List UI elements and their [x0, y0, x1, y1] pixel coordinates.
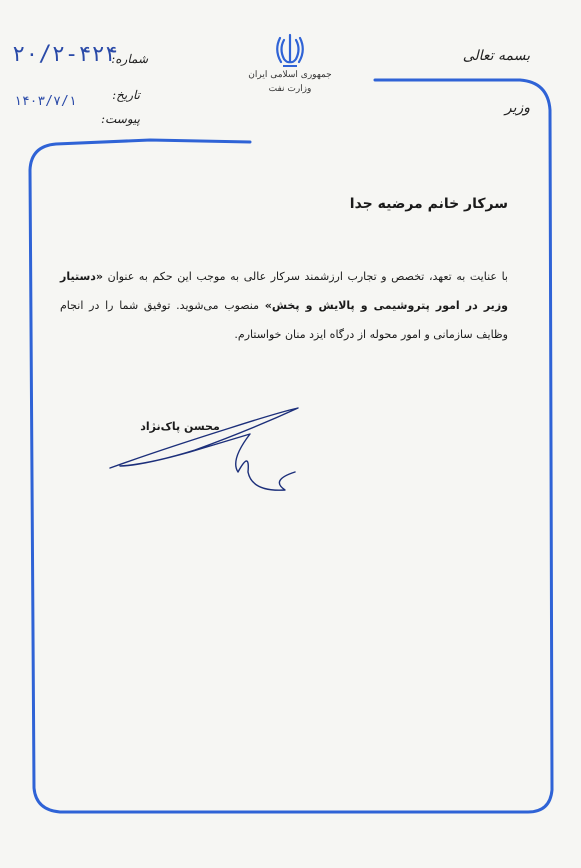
org-name-line2: وزارت نفت [268, 84, 312, 94]
office-title: وزیر [504, 100, 530, 116]
org-name-line1: جمهوری اسلامی ایران [248, 70, 332, 80]
letter-number-value: ۲۰/۲-۴۲۴ [12, 42, 118, 67]
attachment-label: پیوست: [100, 112, 140, 126]
iran-emblem-icon [275, 32, 305, 70]
recipient-salutation: سرکار خانم مرضیه جدا [349, 196, 508, 212]
letter-date-value: ۱۴۰۳/۷/۱ [14, 94, 77, 109]
body-text-part1: با عنایت به تعهد، تخصص و تجارب ارزشمند سرکار عالی به موجب این حکم به عنوان [103, 270, 508, 283]
letter-body [60, 262, 508, 349]
number-label: شماره: [111, 52, 148, 66]
handwritten-signature [100, 400, 310, 500]
signer-name: محسن پاک‌نژاد [140, 420, 220, 433]
basmala-heading: بسمه تعالی [462, 48, 530, 64]
appointment-title: «دستیار وزیر در امور پتروشیمی و پالایش و پخش» [60, 270, 508, 312]
date-label: تاریخ: [112, 88, 140, 102]
body-text-part2: منصوب می‌شوید. توفیق شما را در انجام وظایف سازمانی و امور محوله از درگاه ایزد منان خواستارم. [60, 299, 508, 341]
